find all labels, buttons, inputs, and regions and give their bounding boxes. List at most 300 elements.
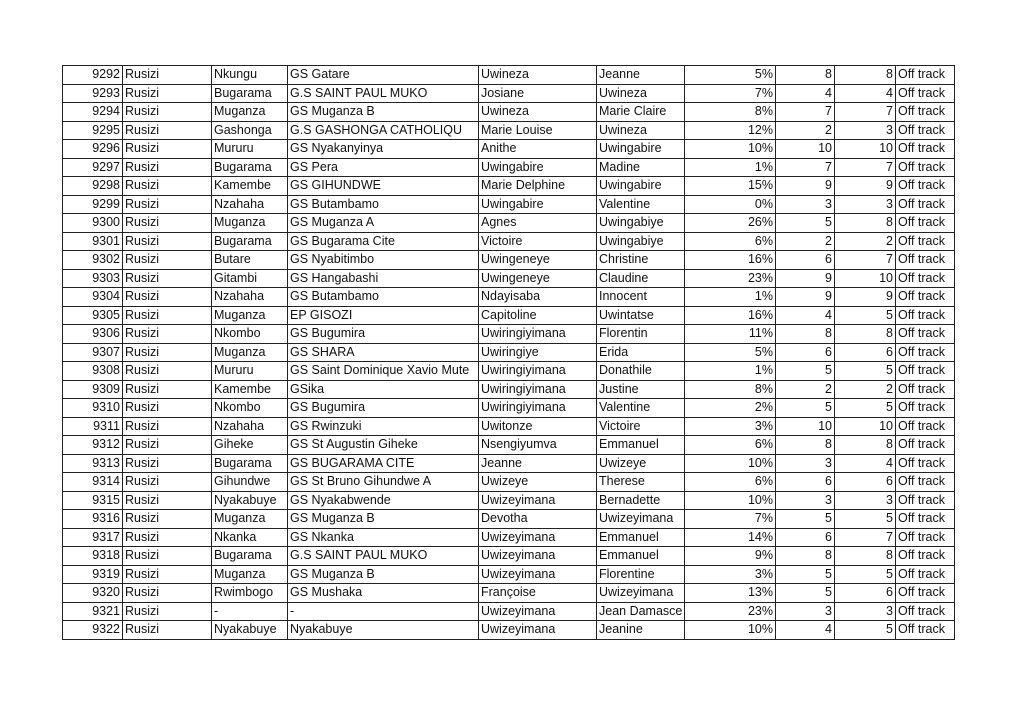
cell-value-a: 5 bbox=[776, 362, 835, 381]
cell-status: Off track bbox=[896, 251, 955, 270]
cell-value-a: 2 bbox=[776, 121, 835, 140]
table-row bbox=[63, 491, 955, 510]
cell-district: Rusizi bbox=[123, 621, 212, 640]
cell-district: Rusizi bbox=[123, 66, 212, 85]
cell-status: Off track bbox=[896, 528, 955, 547]
cell-school: G.S SAINT PAUL MUKO bbox=[288, 547, 479, 566]
cell-district: Rusizi bbox=[123, 121, 212, 140]
cell-sector: Bugarama bbox=[212, 84, 288, 103]
cell-id: 9310 bbox=[63, 399, 123, 418]
cell-value-b: 8 bbox=[835, 436, 896, 455]
cell-percent: 7% bbox=[685, 510, 776, 529]
cell-id: 9308 bbox=[63, 362, 123, 381]
cell-value-a: 8 bbox=[776, 547, 835, 566]
cell-first-name: Uwitonze bbox=[479, 417, 597, 436]
cell-percent: 1% bbox=[685, 288, 776, 307]
cell-percent: 16% bbox=[685, 306, 776, 325]
cell-status: Off track bbox=[896, 66, 955, 85]
cell-first-name: Ndayisaba bbox=[479, 288, 597, 307]
table-row bbox=[63, 66, 955, 85]
cell-percent: 13% bbox=[685, 584, 776, 603]
cell-value-b: 5 bbox=[835, 621, 896, 640]
cell-last-name: Emmanuel bbox=[597, 436, 685, 455]
cell-school: G.S GASHONGA CATHOLIQU bbox=[288, 121, 479, 140]
cell-sector: Nzahaha bbox=[212, 417, 288, 436]
cell-id: 9301 bbox=[63, 232, 123, 251]
table-row bbox=[63, 84, 955, 103]
cell-district: Rusizi bbox=[123, 103, 212, 122]
cell-status: Off track bbox=[896, 510, 955, 529]
cell-last-name: Florentin bbox=[597, 325, 685, 344]
cell-value-a: 3 bbox=[776, 454, 835, 473]
cell-value-b: 10 bbox=[835, 140, 896, 159]
cell-school: GS St Bruno Gihundwe A bbox=[288, 473, 479, 492]
cell-sector: Nkanka bbox=[212, 528, 288, 547]
cell-last-name: Valentine bbox=[597, 399, 685, 418]
cell-district: Rusizi bbox=[123, 343, 212, 362]
cell-school: GSika bbox=[288, 380, 479, 399]
cell-last-name: Erida bbox=[597, 343, 685, 362]
cell-last-name: Innocent bbox=[597, 288, 685, 307]
cell-value-a: 2 bbox=[776, 380, 835, 399]
cell-status: Off track bbox=[896, 417, 955, 436]
cell-value-b: 8 bbox=[835, 325, 896, 344]
cell-percent: 5% bbox=[685, 66, 776, 85]
cell-id: 9306 bbox=[63, 325, 123, 344]
table-row bbox=[63, 565, 955, 584]
cell-value-a: 6 bbox=[776, 343, 835, 362]
cell-first-name: Uwizeyimana bbox=[479, 621, 597, 640]
cell-first-name: Uwizeyimana bbox=[479, 528, 597, 547]
cell-id: 9322 bbox=[63, 621, 123, 640]
cell-id: 9294 bbox=[63, 103, 123, 122]
cell-last-name: Uwizeyimana bbox=[597, 584, 685, 603]
cell-sector: Bugarama bbox=[212, 547, 288, 566]
cell-first-name: Uwineza bbox=[479, 66, 597, 85]
cell-school: GS Nkanka bbox=[288, 528, 479, 547]
cell-value-a: 7 bbox=[776, 103, 835, 122]
cell-value-b: 6 bbox=[835, 343, 896, 362]
cell-status: Off track bbox=[896, 454, 955, 473]
cell-id: 9297 bbox=[63, 158, 123, 177]
cell-percent: 2% bbox=[685, 399, 776, 418]
cell-district: Rusizi bbox=[123, 195, 212, 214]
cell-first-name: Uwizeyimana bbox=[479, 602, 597, 621]
table-row bbox=[63, 214, 955, 233]
cell-percent: 12% bbox=[685, 121, 776, 140]
cell-status: Off track bbox=[896, 121, 955, 140]
table-row bbox=[63, 399, 955, 418]
cell-last-name: Uwingabire bbox=[597, 140, 685, 159]
table-row bbox=[63, 121, 955, 140]
cell-school: GS Bugumira bbox=[288, 399, 479, 418]
cell-sector: Gashonga bbox=[212, 121, 288, 140]
table-row bbox=[63, 436, 955, 455]
cell-percent: 23% bbox=[685, 602, 776, 621]
cell-sector: Rwimbogo bbox=[212, 584, 288, 603]
cell-district: Rusizi bbox=[123, 84, 212, 103]
cell-last-name: Uwizeye bbox=[597, 454, 685, 473]
cell-percent: 1% bbox=[685, 158, 776, 177]
cell-school: GS BUGARAMA CITE bbox=[288, 454, 479, 473]
cell-last-name: Uwineza bbox=[597, 84, 685, 103]
cell-school: GS Nyakanyinya bbox=[288, 140, 479, 159]
cell-school: GS Nyakabwende bbox=[288, 491, 479, 510]
cell-value-b: 7 bbox=[835, 251, 896, 270]
cell-first-name: Marie Delphine bbox=[479, 177, 597, 196]
cell-value-a: 4 bbox=[776, 306, 835, 325]
cell-value-a: 5 bbox=[776, 565, 835, 584]
cell-last-name: Uwintatse bbox=[597, 306, 685, 325]
cell-percent: 10% bbox=[685, 454, 776, 473]
table-row bbox=[63, 232, 955, 251]
cell-percent: 16% bbox=[685, 251, 776, 270]
cell-sector: Nyakabuye bbox=[212, 621, 288, 640]
cell-sector: Bugarama bbox=[212, 158, 288, 177]
cell-id: 9316 bbox=[63, 510, 123, 529]
cell-percent: 3% bbox=[685, 565, 776, 584]
cell-sector: Muganza bbox=[212, 510, 288, 529]
cell-value-a: 4 bbox=[776, 621, 835, 640]
table-row bbox=[63, 362, 955, 381]
cell-district: Rusizi bbox=[123, 565, 212, 584]
cell-value-b: 3 bbox=[835, 491, 896, 510]
cell-status: Off track bbox=[896, 232, 955, 251]
cell-value-b: 5 bbox=[835, 306, 896, 325]
cell-value-b: 9 bbox=[835, 177, 896, 196]
cell-value-a: 6 bbox=[776, 528, 835, 547]
cell-status: Off track bbox=[896, 214, 955, 233]
cell-district: Rusizi bbox=[123, 380, 212, 399]
cell-district: Rusizi bbox=[123, 362, 212, 381]
cell-value-b: 8 bbox=[835, 547, 896, 566]
cell-id: 9293 bbox=[63, 84, 123, 103]
cell-sector: Nzahaha bbox=[212, 195, 288, 214]
cell-status: Off track bbox=[896, 288, 955, 307]
cell-first-name: Uwizeyimana bbox=[479, 565, 597, 584]
cell-school: G.S SAINT PAUL MUKO bbox=[288, 84, 479, 103]
cell-value-a: 9 bbox=[776, 288, 835, 307]
cell-id: 9300 bbox=[63, 214, 123, 233]
cell-first-name: Uwiringiyimana bbox=[479, 325, 597, 344]
cell-value-b: 8 bbox=[835, 66, 896, 85]
table-row bbox=[63, 417, 955, 436]
cell-last-name: Marie Claire bbox=[597, 103, 685, 122]
cell-status: Off track bbox=[896, 158, 955, 177]
cell-district: Rusizi bbox=[123, 306, 212, 325]
cell-value-a: 8 bbox=[776, 325, 835, 344]
table-row bbox=[63, 584, 955, 603]
cell-status: Off track bbox=[896, 602, 955, 621]
cell-school: EP GISOZI bbox=[288, 306, 479, 325]
table-row bbox=[63, 158, 955, 177]
cell-percent: 6% bbox=[685, 436, 776, 455]
cell-id: 9299 bbox=[63, 195, 123, 214]
cell-sector: Nkungu bbox=[212, 66, 288, 85]
cell-value-a: 8 bbox=[776, 66, 835, 85]
cell-last-name: Claudine bbox=[597, 269, 685, 288]
cell-sector: Muganza bbox=[212, 565, 288, 584]
cell-last-name: Bernadette bbox=[597, 491, 685, 510]
cell-school: GS GIHUNDWE bbox=[288, 177, 479, 196]
cell-first-name: Josiane bbox=[479, 84, 597, 103]
cell-value-b: 2 bbox=[835, 232, 896, 251]
cell-last-name: Uwingabiye bbox=[597, 214, 685, 233]
cell-sector: Muganza bbox=[212, 103, 288, 122]
cell-sector: Gihundwe bbox=[212, 473, 288, 492]
cell-value-b: 3 bbox=[835, 602, 896, 621]
cell-id: 9298 bbox=[63, 177, 123, 196]
cell-district: Rusizi bbox=[123, 177, 212, 196]
cell-last-name: Justine bbox=[597, 380, 685, 399]
cell-id: 9320 bbox=[63, 584, 123, 603]
cell-last-name: Valentine bbox=[597, 195, 685, 214]
cell-percent: 11% bbox=[685, 325, 776, 344]
cell-last-name: Uwineza bbox=[597, 121, 685, 140]
cell-school: GS Butambamo bbox=[288, 195, 479, 214]
cell-district: Rusizi bbox=[123, 232, 212, 251]
cell-id: 9304 bbox=[63, 288, 123, 307]
cell-district: Rusizi bbox=[123, 602, 212, 621]
cell-percent: 6% bbox=[685, 473, 776, 492]
cell-school: GS Muganza B bbox=[288, 565, 479, 584]
cell-last-name: Christine bbox=[597, 251, 685, 270]
cell-sector: Mururu bbox=[212, 140, 288, 159]
cell-status: Off track bbox=[896, 380, 955, 399]
table-row bbox=[63, 380, 955, 399]
cell-percent: 6% bbox=[685, 232, 776, 251]
cell-value-b: 6 bbox=[835, 584, 896, 603]
cell-status: Off track bbox=[896, 584, 955, 603]
cell-value-b: 4 bbox=[835, 84, 896, 103]
cell-first-name: Uwiringiyimana bbox=[479, 380, 597, 399]
cell-value-a: 7 bbox=[776, 158, 835, 177]
cell-percent: 10% bbox=[685, 621, 776, 640]
cell-value-b: 3 bbox=[835, 121, 896, 140]
cell-value-a: 8 bbox=[776, 436, 835, 455]
cell-percent: 7% bbox=[685, 84, 776, 103]
cell-school: GS Butambamo bbox=[288, 288, 479, 307]
cell-id: 9321 bbox=[63, 602, 123, 621]
cell-status: Off track bbox=[896, 195, 955, 214]
cell-value-a: 3 bbox=[776, 491, 835, 510]
cell-last-name: Jean Damasce bbox=[597, 602, 685, 621]
cell-value-a: 5 bbox=[776, 584, 835, 603]
cell-value-a: 2 bbox=[776, 232, 835, 251]
cell-school: GS Mushaka bbox=[288, 584, 479, 603]
data-table bbox=[62, 65, 955, 640]
cell-status: Off track bbox=[896, 140, 955, 159]
table-row bbox=[63, 325, 955, 344]
cell-last-name: Jeanne bbox=[597, 66, 685, 85]
cell-sector: Butare bbox=[212, 251, 288, 270]
table-row bbox=[63, 103, 955, 122]
cell-status: Off track bbox=[896, 103, 955, 122]
table-body bbox=[63, 66, 955, 640]
table-row bbox=[63, 343, 955, 362]
cell-district: Rusizi bbox=[123, 251, 212, 270]
cell-value-b: 10 bbox=[835, 417, 896, 436]
cell-value-a: 5 bbox=[776, 510, 835, 529]
cell-percent: 5% bbox=[685, 343, 776, 362]
cell-percent: 1% bbox=[685, 362, 776, 381]
cell-first-name: Uwizeye bbox=[479, 473, 597, 492]
cell-first-name: Victoire bbox=[479, 232, 597, 251]
cell-percent: 9% bbox=[685, 547, 776, 566]
cell-id: 9311 bbox=[63, 417, 123, 436]
cell-district: Rusizi bbox=[123, 325, 212, 344]
cell-id: 9314 bbox=[63, 473, 123, 492]
cell-status: Off track bbox=[896, 84, 955, 103]
cell-id: 9313 bbox=[63, 454, 123, 473]
cell-id: 9307 bbox=[63, 343, 123, 362]
cell-sector: Nzahaha bbox=[212, 288, 288, 307]
table-row bbox=[63, 510, 955, 529]
table-row bbox=[63, 473, 955, 492]
cell-value-b: 10 bbox=[835, 269, 896, 288]
cell-id: 9312 bbox=[63, 436, 123, 455]
cell-id: 9302 bbox=[63, 251, 123, 270]
cell-status: Off track bbox=[896, 621, 955, 640]
cell-district: Rusizi bbox=[123, 547, 212, 566]
cell-sector: Gitambi bbox=[212, 269, 288, 288]
cell-id: 9315 bbox=[63, 491, 123, 510]
cell-sector: - bbox=[212, 602, 288, 621]
cell-percent: 8% bbox=[685, 103, 776, 122]
cell-last-name: Uwingabire bbox=[597, 177, 685, 196]
cell-school: GS Saint Dominique Xavio Mute bbox=[288, 362, 479, 381]
cell-district: Rusizi bbox=[123, 528, 212, 547]
cell-district: Rusizi bbox=[123, 417, 212, 436]
cell-status: Off track bbox=[896, 343, 955, 362]
cell-school: GS Rwinzuki bbox=[288, 417, 479, 436]
cell-status: Off track bbox=[896, 565, 955, 584]
cell-id: 9295 bbox=[63, 121, 123, 140]
cell-sector: Nkombo bbox=[212, 399, 288, 418]
cell-first-name: Uwingabire bbox=[479, 158, 597, 177]
cell-percent: 3% bbox=[685, 417, 776, 436]
cell-value-b: 4 bbox=[835, 454, 896, 473]
cell-value-a: 5 bbox=[776, 214, 835, 233]
cell-status: Off track bbox=[896, 399, 955, 418]
cell-percent: 10% bbox=[685, 491, 776, 510]
cell-first-name: Uwizeyimana bbox=[479, 491, 597, 510]
cell-first-name: Uwiringiyimana bbox=[479, 399, 597, 418]
cell-district: Rusizi bbox=[123, 473, 212, 492]
cell-sector: Bugarama bbox=[212, 454, 288, 473]
cell-first-name: Capitoline bbox=[479, 306, 597, 325]
cell-district: Rusizi bbox=[123, 140, 212, 159]
cell-id: 9318 bbox=[63, 547, 123, 566]
cell-last-name: Donathile bbox=[597, 362, 685, 381]
cell-value-b: 7 bbox=[835, 528, 896, 547]
cell-value-a: 6 bbox=[776, 251, 835, 270]
cell-status: Off track bbox=[896, 306, 955, 325]
cell-status: Off track bbox=[896, 547, 955, 566]
cell-percent: 23% bbox=[685, 269, 776, 288]
cell-last-name: Jeanine bbox=[597, 621, 685, 640]
cell-value-b: 8 bbox=[835, 214, 896, 233]
cell-value-b: 6 bbox=[835, 473, 896, 492]
cell-last-name: Madine bbox=[597, 158, 685, 177]
cell-sector: Mururu bbox=[212, 362, 288, 381]
cell-value-a: 3 bbox=[776, 602, 835, 621]
cell-value-a: 9 bbox=[776, 177, 835, 196]
cell-district: Rusizi bbox=[123, 288, 212, 307]
cell-last-name: Uwizeyimana bbox=[597, 510, 685, 529]
cell-first-name: Nsengiyumva bbox=[479, 436, 597, 455]
cell-sector: Nyakabuye bbox=[212, 491, 288, 510]
cell-first-name: Uwingeneye bbox=[479, 251, 597, 270]
cell-school: GS Muganza B bbox=[288, 103, 479, 122]
cell-sector: Kamembe bbox=[212, 380, 288, 399]
cell-first-name: Jeanne bbox=[479, 454, 597, 473]
cell-school: GS Bugumira bbox=[288, 325, 479, 344]
cell-sector: Bugarama bbox=[212, 232, 288, 251]
cell-district: Rusizi bbox=[123, 454, 212, 473]
cell-id: 9296 bbox=[63, 140, 123, 159]
cell-sector: Muganza bbox=[212, 214, 288, 233]
cell-value-b: 9 bbox=[835, 288, 896, 307]
cell-first-name: Uwiringiye bbox=[479, 343, 597, 362]
cell-school: - bbox=[288, 602, 479, 621]
cell-first-name: Uwiringiyimana bbox=[479, 362, 597, 381]
table-row bbox=[63, 602, 955, 621]
cell-id: 9317 bbox=[63, 528, 123, 547]
cell-value-a: 4 bbox=[776, 84, 835, 103]
cell-last-name: Emmanuel bbox=[597, 528, 685, 547]
cell-value-b: 2 bbox=[835, 380, 896, 399]
cell-sector: Nkombo bbox=[212, 325, 288, 344]
cell-value-b: 5 bbox=[835, 565, 896, 584]
cell-school: GS Hangabashi bbox=[288, 269, 479, 288]
cell-sector: Muganza bbox=[212, 306, 288, 325]
cell-school: GS Muganza A bbox=[288, 214, 479, 233]
cell-value-a: 6 bbox=[776, 473, 835, 492]
cell-status: Off track bbox=[896, 269, 955, 288]
cell-id: 9319 bbox=[63, 565, 123, 584]
cell-first-name: Uwingabire bbox=[479, 195, 597, 214]
cell-last-name: Therese bbox=[597, 473, 685, 492]
table-row bbox=[63, 251, 955, 270]
cell-value-a: 5 bbox=[776, 399, 835, 418]
cell-status: Off track bbox=[896, 436, 955, 455]
cell-percent: 0% bbox=[685, 195, 776, 214]
table-row bbox=[63, 454, 955, 473]
cell-value-b: 7 bbox=[835, 158, 896, 177]
cell-status: Off track bbox=[896, 177, 955, 196]
cell-percent: 10% bbox=[685, 140, 776, 159]
cell-percent: 14% bbox=[685, 528, 776, 547]
cell-first-name: Uwineza bbox=[479, 103, 597, 122]
cell-last-name: Uwingabiye bbox=[597, 232, 685, 251]
cell-district: Rusizi bbox=[123, 510, 212, 529]
cell-value-b: 5 bbox=[835, 362, 896, 381]
table-row bbox=[63, 528, 955, 547]
table-row bbox=[63, 140, 955, 159]
cell-value-b: 3 bbox=[835, 195, 896, 214]
cell-sector: Giheke bbox=[212, 436, 288, 455]
cell-district: Rusizi bbox=[123, 214, 212, 233]
table-row bbox=[63, 288, 955, 307]
cell-value-a: 10 bbox=[776, 417, 835, 436]
cell-value-b: 7 bbox=[835, 103, 896, 122]
cell-district: Rusizi bbox=[123, 158, 212, 177]
cell-first-name: Uwizeyimana bbox=[479, 547, 597, 566]
cell-status: Off track bbox=[896, 491, 955, 510]
table-row bbox=[63, 306, 955, 325]
table-row bbox=[63, 177, 955, 196]
